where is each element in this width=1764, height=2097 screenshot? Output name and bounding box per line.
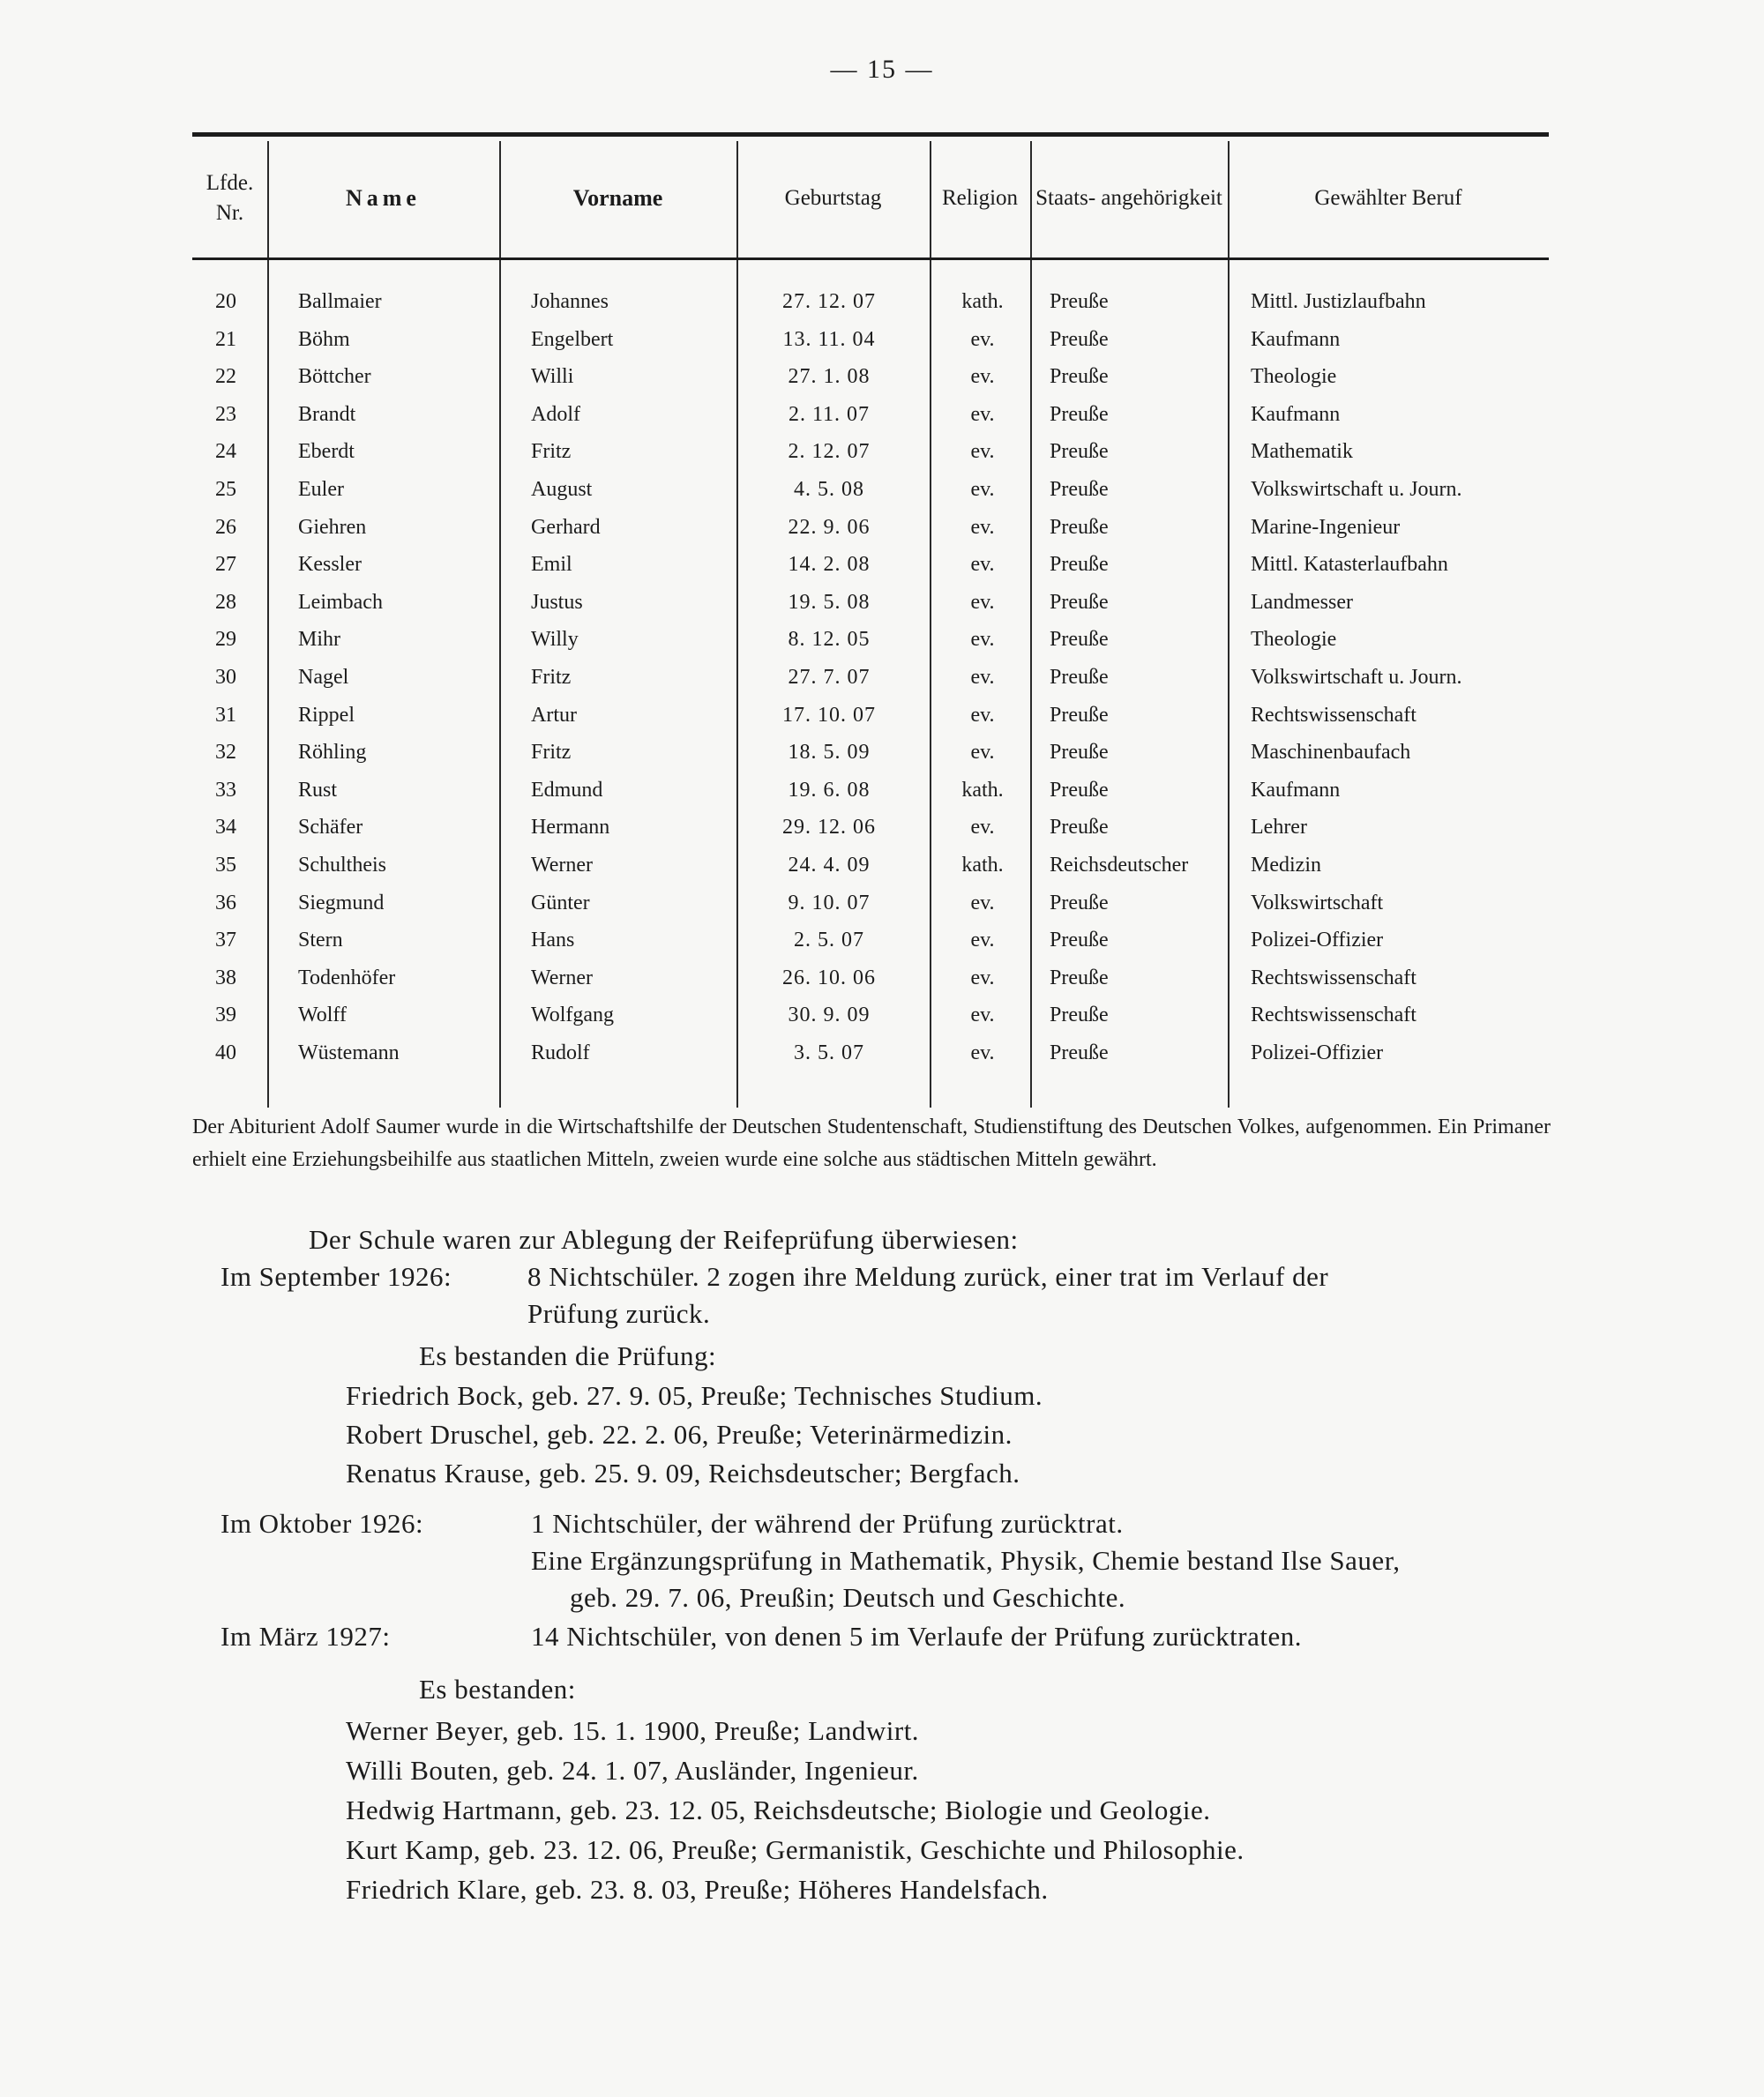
table-row [0,772,1764,808]
march-passed-item: Kurt Kamp, geb. 23. 12. 06, Preuße; Germanistik, Geschichte und Philosophie. [346,1834,1245,1865]
cell-religion: kath. [961,854,1004,877]
cell-religion: ev. [970,515,995,539]
march-label: Im März 1927: [220,1621,391,1652]
table-row [0,660,1764,695]
cell-geburtstag: 27. 7. 07 [788,666,871,689]
cell-staatsangehoerigkeit: Preuße [1050,703,1109,727]
table-row [0,359,1764,394]
header-staat: Staats- angehörigkeit [1035,186,1222,210]
cell-vorname: Engelbert [531,327,614,351]
cell-staatsangehoerigkeit: Preuße [1050,816,1109,840]
cell-geburtstag: 2. 12. 07 [788,440,871,464]
cell-beruf: Theologie [1251,628,1337,652]
cell-name: Wolff [298,1004,347,1027]
cell-geburtstag: 2. 5. 07 [794,929,864,952]
cell-geburtstag: 24. 4. 09 [788,854,871,877]
cell-beruf: Volkswirtschaft u. Journ. [1251,478,1462,501]
cell-nr: 37 [215,929,236,952]
cell-beruf: Volkswirtschaft [1251,891,1384,914]
cell-staatsangehoerigkeit: Preuße [1050,478,1109,501]
cell-religion: ev. [970,402,995,426]
table-row [0,622,1764,657]
cell-nr: 36 [215,891,236,914]
header-vorname: Vorname [572,185,663,211]
cell-vorname: Fritz [531,440,572,464]
cell-staatsangehoerigkeit: Preuße [1050,590,1109,614]
cell-nr: 35 [215,854,236,877]
cell-staatsangehoerigkeit: Preuße [1050,891,1109,914]
cell-name: Böhm [298,327,350,351]
cell-religion: ev. [970,365,995,389]
cell-beruf: Medizin [1251,854,1321,877]
cell-vorname: Werner [531,966,594,989]
cell-staatsangehoerigkeit: Preuße [1050,1041,1109,1064]
cell-beruf: Landmesser [1251,590,1353,614]
september-passed-label: Es bestanden die Prüfung: [419,1340,717,1371]
cell-beruf: Kaufmann [1251,778,1341,802]
cell-geburtstag: 13. 11. 04 [782,327,876,351]
october-text-cont: geb. 29. 7. 06, Preußin; Deutsch und Geschichte. [570,1582,1126,1613]
table-row [0,847,1764,883]
cell-nr: 28 [215,590,236,614]
cell-beruf: Kaufmann [1251,402,1341,426]
cell-nr: 24 [215,440,236,464]
cell-staatsangehoerigkeit: Preuße [1050,741,1109,765]
cell-nr: 31 [215,703,236,727]
cell-geburtstag: 2. 11. 07 [788,402,871,426]
cell-vorname: Fritz [531,666,572,689]
table-row [0,322,1764,357]
cell-geburtstag: 8. 12. 05 [788,628,871,652]
header-religion: Religion [941,186,1019,210]
cell-name: Stern [298,929,343,952]
september-label: Im September 1926: [220,1261,452,1292]
cell-nr: 39 [215,1004,236,1027]
cell-nr: 26 [215,515,236,539]
table-row [0,397,1764,432]
cell-vorname: Hans [531,929,575,952]
march-passed-item: Friedrich Klare, geb. 23. 8. 03, Preuße; Höheres Handelsfach. [346,1874,1049,1905]
cell-religion: ev. [970,553,995,577]
cell-religion: ev. [970,1004,995,1027]
table-row [0,997,1764,1033]
cell-beruf: Polizei-Offizier [1251,929,1384,952]
intro-line: Der Schule waren zur Ablegung der Reifeprüfung überwiesen: [309,1224,1019,1255]
cell-nr: 22 [215,365,236,389]
cell-vorname: Werner [531,854,594,877]
cell-nr: 34 [215,816,236,840]
cell-nr: 33 [215,778,236,802]
cell-name: Ballmaier [298,290,382,313]
cell-geburtstag: 22. 9. 06 [788,515,871,539]
cell-name: Wüstemann [298,1041,400,1064]
cell-beruf: Rechtswissenschaft [1251,1004,1416,1027]
cell-geburtstag: 19. 5. 08 [788,590,871,614]
cell-beruf: Rechtswissenschaft [1251,966,1416,989]
cell-geburtstag: 27. 1. 08 [788,365,871,389]
cell-geburtstag: 4. 5. 08 [794,478,864,501]
cell-staatsangehoerigkeit: Preuße [1050,929,1109,952]
table-row [0,547,1764,582]
cell-vorname: Wolfgang [531,1004,615,1027]
cell-religion: ev. [970,440,995,464]
cell-name: Röhling [298,741,367,765]
cell-nr: 38 [215,966,236,989]
cell-staatsangehoerigkeit: Preuße [1050,515,1109,539]
cell-name: Rippel [298,703,355,727]
table-row [0,434,1764,469]
cell-beruf: Volkswirtschaft u. Journ. [1251,666,1462,689]
cell-name: Schäfer [298,816,363,840]
cell-vorname: Günter [531,891,590,914]
cell-vorname: Artur [531,703,577,727]
cell-religion: ev. [970,1041,995,1064]
cell-staatsangehoerigkeit: Preuße [1050,365,1109,389]
cell-name: Todenhöfer [298,966,396,989]
cell-vorname: Willi [531,365,574,389]
header-geburtstag: Geburtstag [784,186,882,210]
cell-name: Brandt [298,402,356,426]
table-row [0,885,1764,921]
scholarship-note: Der Abiturient Adolf Saumer wurde in die Wirtschaftshilfe der Deutschen Studentenschaft, Studienstiftung des Deutschen Volkes, aufgenommen. Ein Primaner erhielt eine Erziehungsbeihilfe aus staatlichen Mitteln, zweien wurde eine solche aus städtischen Mitteln gewährt. [192,1116,1551,1171]
september-passed-item: Friedrich Bock, geb. 27. 9. 05, Preuße; Technisches Studium. [346,1380,1043,1411]
september-text: 8 Nichtschüler. 2 zogen ihre Meldung zurück, einer trat im Verlauf der [527,1261,1329,1292]
cell-geburtstag: 19. 6. 08 [788,778,871,802]
table-row [0,284,1764,319]
cell-name: Eberdt [298,440,355,464]
cell-beruf: Kaufmann [1251,327,1341,351]
cell-religion: ev. [970,327,995,351]
cell-religion: ev. [970,590,995,614]
cell-staatsangehoerigkeit: Preuße [1050,666,1109,689]
cell-vorname: Johannes [531,290,609,313]
cell-vorname: Adolf [531,402,580,426]
cell-staatsangehoerigkeit: Reichsdeutscher [1050,854,1189,877]
cell-staatsangehoerigkeit: Preuße [1050,778,1109,802]
cell-geburtstag: 29. 12. 06 [782,816,876,840]
cell-beruf: Lehrer [1251,816,1307,840]
cell-staatsangehoerigkeit: Preuße [1050,290,1109,313]
cell-name: Schultheis [298,854,386,877]
cell-vorname: Emil [531,553,572,577]
cell-vorname: August [531,478,593,501]
september-passed-item: Robert Druschel, geb. 22. 2. 06, Preuße; Veterinärmedizin. [346,1419,1013,1450]
table-row [0,510,1764,545]
header-name: Name [346,185,421,211]
table-row [0,810,1764,845]
september-text-cont: Prüfung zurück. [527,1298,711,1329]
cell-vorname: Gerhard [531,515,601,539]
cell-beruf: Maschinenbaufach [1251,741,1411,765]
cell-beruf: Marine-Ingenieur [1251,515,1401,539]
cell-staatsangehoerigkeit: Preuße [1050,1004,1109,1027]
cell-religion: ev. [970,703,995,727]
cell-vorname: Fritz [531,741,572,765]
cell-beruf: Theologie [1251,365,1337,389]
cell-nr: 30 [215,666,236,689]
header-beruf: Gewählter Beruf [1314,186,1462,210]
cell-name: Giehren [298,515,367,539]
march-text: 14 Nichtschüler, von denen 5 im Verlaufe der Prüfung zurücktraten. [531,1621,1302,1652]
cell-religion: ev. [970,478,995,501]
october-text: 1 Nichtschüler, der während der Prüfung zurücktrat. [531,1508,1124,1539]
october-label: Im Oktober 1926: [220,1508,424,1539]
cell-nr: 32 [215,741,236,765]
september-passed-item: Renatus Krause, geb. 25. 9. 09, Reichsdeutscher; Bergfach. [346,1458,1020,1489]
cell-name: Nagel [298,666,349,689]
cell-name: Böttcher [298,365,371,389]
cell-geburtstag: 3. 5. 07 [794,1041,864,1064]
page-number: — 15 — [830,55,934,84]
cell-nr: 29 [215,628,236,652]
cell-religion: ev. [970,666,995,689]
cell-nr: 20 [215,290,236,313]
cell-vorname: Hermann [531,816,610,840]
cell-vorname: Edmund [531,778,603,802]
cell-beruf: Rechtswissenschaft [1251,703,1416,727]
cell-geburtstag: 18. 5. 09 [788,741,871,765]
march-passed-item: Werner Beyer, geb. 15. 1. 1900, Preuße; Landwirt. [346,1715,920,1746]
cell-staatsangehoerigkeit: Preuße [1050,628,1109,652]
cell-beruf: Mittl. Katasterlaufbahn [1251,553,1448,577]
table-row [0,1035,1764,1071]
october-text-cont: Eine Ergänzungsprüfung in Mathematik, Physik, Chemie bestand Ilse Sauer, [531,1545,1401,1576]
cell-staatsangehoerigkeit: Preuße [1050,402,1109,426]
cell-nr: 27 [215,553,236,577]
cell-beruf: Polizei-Offizier [1251,1041,1384,1064]
cell-geburtstag: 17. 10. 07 [782,703,876,727]
march-passed-item: Willi Bouten, geb. 24. 1. 07, Ausländer, Ingenieur. [346,1755,919,1786]
table-header-rule [192,257,1549,260]
cell-name: Siegmund [298,891,385,914]
cell-vorname: Rudolf [531,1041,590,1064]
cell-vorname: Justus [531,590,583,614]
cell-name: Rust [298,778,338,802]
table-row [0,698,1764,733]
cell-nr: 40 [215,1041,236,1064]
cell-geburtstag: 27. 12. 07 [782,290,876,313]
cell-religion: ev. [970,929,995,952]
cell-nr: 23 [215,402,236,426]
header-nr: Lfde. Nr. [206,171,254,225]
table-row [0,960,1764,996]
cell-vorname: Willy [531,628,579,652]
cell-staatsangehoerigkeit: Preuße [1050,966,1109,989]
cell-staatsangehoerigkeit: Preuße [1050,553,1109,577]
cell-geburtstag: 14. 2. 08 [788,553,871,577]
cell-nr: 21 [215,327,236,351]
cell-religion: kath. [961,290,1004,313]
cell-geburtstag: 26. 10. 06 [782,966,876,989]
cell-staatsangehoerigkeit: Preuße [1050,327,1109,351]
cell-name: Leimbach [298,590,383,614]
table-row [0,922,1764,958]
cell-name: Mihr [298,628,340,652]
cell-religion: ev. [970,741,995,765]
cell-geburtstag: 30. 9. 09 [788,1004,871,1027]
cell-beruf: Mathematik [1251,440,1353,464]
cell-name: Kessler [298,553,362,577]
cell-name: Euler [298,478,344,501]
cell-nr: 25 [215,478,236,501]
cell-religion: ev. [970,966,995,989]
cell-beruf: Mittl. Justizlaufbahn [1251,290,1426,313]
march-passed-label: Es bestanden: [419,1674,576,1705]
table-row [0,735,1764,770]
cell-geburtstag: 9. 10. 07 [788,891,871,914]
cell-religion: ev. [970,628,995,652]
cell-religion: kath. [961,778,1004,802]
cell-staatsangehoerigkeit: Preuße [1050,440,1109,464]
table-row [0,585,1764,620]
table-row [0,472,1764,507]
march-passed-item: Hedwig Hartmann, geb. 23. 12. 05, Reichsdeutsche; Biologie und Geologie. [346,1795,1211,1825]
cell-religion: ev. [970,816,995,840]
table-top-rule [192,132,1549,137]
cell-religion: ev. [970,891,995,914]
